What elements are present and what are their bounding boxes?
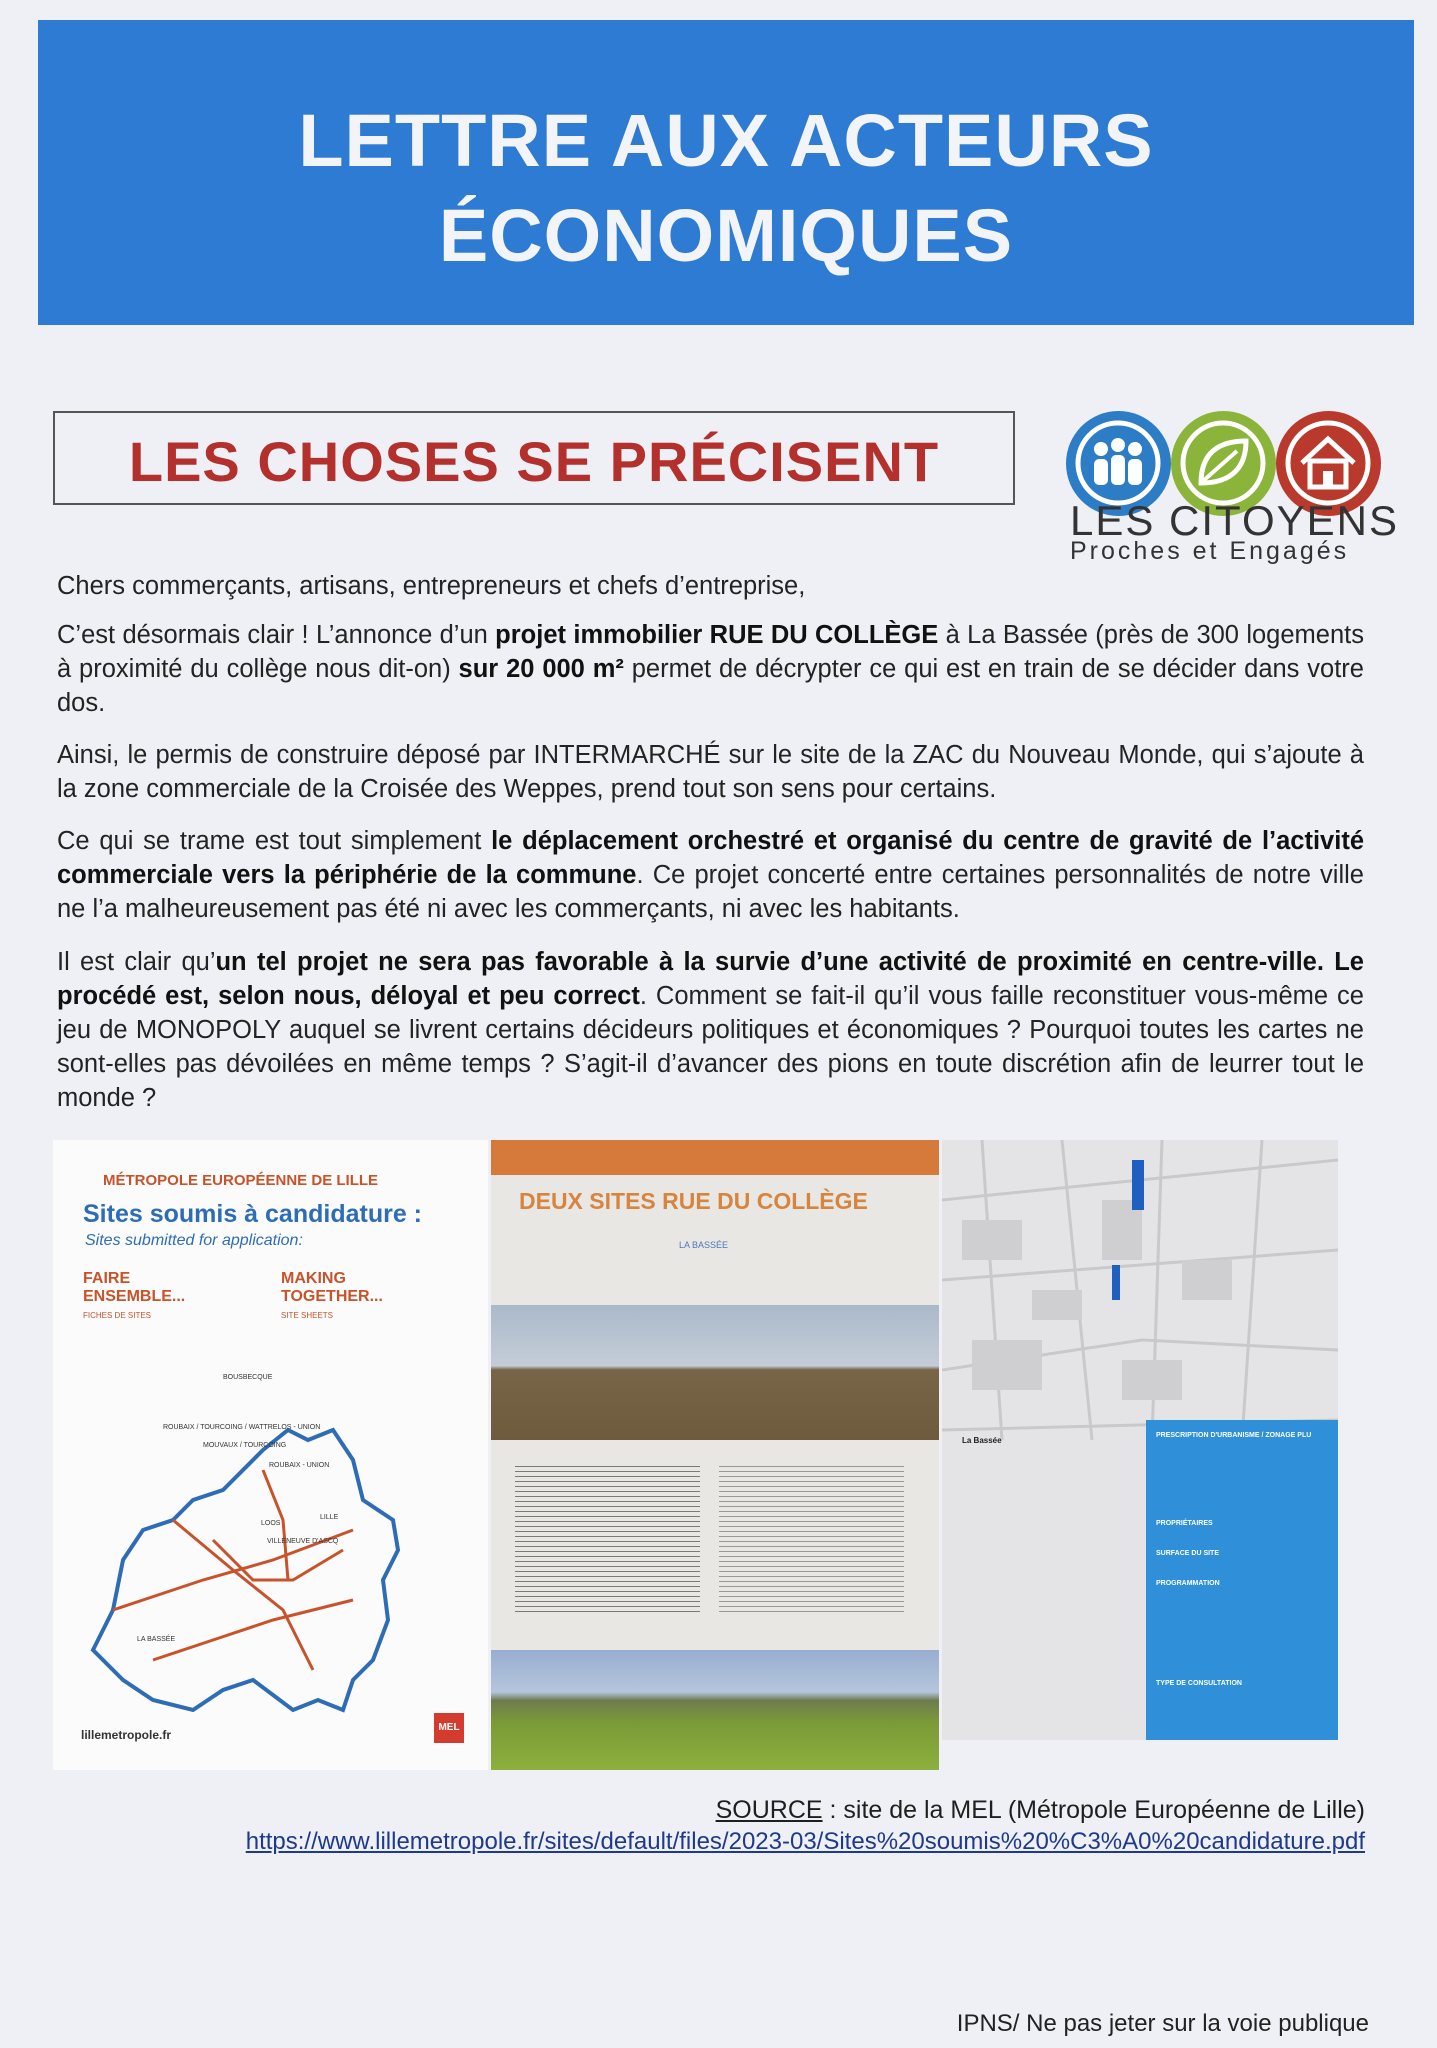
mel-en-label: MAKING TOGETHER...: [281, 1270, 383, 1305]
mel-title: Sites soumis à candidature :: [83, 1200, 422, 1228]
paragraph-1: C’est désormais clair ! L’annonce d’un projet immobilier RUE DU COLLÈGE à La Bassée (près de 300 logements à proximité du collège nous dit-on) sur 20 000 m² permet de décrypter ce qui est en train de se décider dans votre dos.: [57, 621, 1364, 717]
source-link[interactable]: https://www.lillemetropole.fr/sites/default/files/2023-03/Sites%20soumis%20%C3%A0%20candidature.pdf: [245, 1828, 1365, 1855]
mel-org-label: MÉTROPOLE EUROPÉENNE DE LILLE: [103, 1172, 379, 1189]
map-place-label: VILLENEUVE D'ASCQ: [267, 1538, 339, 1545]
map-place-label: MOUVAUX / TOURCOING: [203, 1442, 287, 1449]
mel-badge: MEL: [434, 1713, 464, 1743]
site-info-box: [1146, 1420, 1338, 1740]
paragraph-2: Ainsi, le permis de construire déposé par INTERMARCHÉ sur le site de la ZAC du Nouveau Monde, qui s’ajoute à la zone commerciale de la Croisée des Weppes, prend tout son sens pour certains.: [57, 741, 1364, 803]
subtitle-box: [53, 411, 1015, 505]
mel-sites-panel: [53, 1140, 488, 1770]
mel-subtitle: Sites submitted for application:: [85, 1232, 303, 1249]
mel-fr-small: FICHES DE SITES: [83, 1311, 152, 1320]
paragraph-4: Il est clair qu’un tel projet ne sera pas favorable à la survie d’une activité de proximité en centre-ville. Le procédé est, selon nous, déloyal et peu correct. Comment se fait-il qu’il vous faille reconstituer vous-même ce jeu de MONOPOLY auquel se livrent certains décideurs politiques et économiques ? Pourquoi toutes les cartes ne sont-elles pas dévoilées en même temps ? S’agit-il d’avancer des pions en toute discrétion afin de leurrer tout le monde ?: [57, 948, 1364, 1112]
footer-note: IPNS/ Ne pas jeter sur la voie publique: [956, 2010, 1369, 2037]
info-item: PROGRAMMATION: [1156, 1580, 1220, 1587]
logo-brand: LES CITOYENS: [1070, 497, 1399, 544]
source-text: : site de la MEL (Métropole Européenne de Lille): [822, 1796, 1365, 1824]
deux-sites-panel: [491, 1140, 939, 1770]
aerial-map-panel: [942, 1140, 1338, 1740]
source-figure: [53, 1140, 1338, 1770]
map-place-label: BOUSBECQUE: [223, 1374, 273, 1381]
subtitle: LES CHOSES SE PRÉCISENT: [128, 430, 940, 493]
map-place-label: LA BASSÉE: [137, 1636, 176, 1643]
header-banner: [38, 20, 1414, 325]
mel-fr-label: FAIRE ENSEMBLE...: [83, 1270, 186, 1305]
map-place-label: ROUBAIX - UNION: [269, 1462, 330, 1469]
english-text-block: [719, 1462, 904, 1612]
greeting: Chers commerçants, artisans, entrepreneurs et chefs d’entreprise,: [57, 572, 806, 600]
field-photo-top: [491, 1305, 939, 1440]
source-label: SOURCE: [715, 1796, 823, 1824]
info-item: PROPRIÉTAIRES: [1156, 1520, 1213, 1527]
aerial-place-label: La Bassée: [962, 1436, 1002, 1445]
deux-sites-title: DEUX SITES RUE DU COLLÈGE: [519, 1188, 868, 1214]
mel-website: lillemetropole.fr: [81, 1728, 172, 1742]
french-text-block: [515, 1462, 700, 1612]
header-title-line1: LETTRE AUX ACTEURS: [298, 99, 1154, 182]
map-place-label: LILLE: [320, 1514, 339, 1521]
mel-en-small: SITE SHEETS: [281, 1311, 334, 1320]
panel-orange-band: [491, 1140, 939, 1175]
logo-tagline: Proches et Engagés: [1070, 537, 1350, 565]
info-item: PRESCRIPTION D'URBANISME / ZONAGE PLU: [1156, 1432, 1312, 1439]
map-place-label: LOOS: [261, 1520, 281, 1527]
info-item: SURFACE DU SITE: [1156, 1550, 1220, 1557]
field-photo-bottom: [491, 1650, 939, 1770]
source-line: [716, 1796, 1365, 1825]
info-item: TYPE DE CONSULTATION: [1156, 1680, 1242, 1687]
header-title-line2: ÉCONOMIQUES: [438, 194, 1014, 277]
paragraph-3: Ce qui se trame est tout simplement le déplacement orchestré et organisé du centre de gravité de l’activité commerciale vers la périphérie de la commune. Ce projet concerté entre certaines personnalités de notre ville ne l’a malheureusement pas été ni avec les commerçants, ni avec les habitants.: [57, 827, 1365, 923]
map-place-label: ROUBAIX / TOURCOING / WATTRELOS - UNION: [163, 1424, 321, 1431]
mel-territory-map: [53, 1140, 488, 1770]
citizens-logo: [1060, 405, 1400, 575]
deux-sites-place: LA BASSÉE: [679, 1240, 729, 1250]
